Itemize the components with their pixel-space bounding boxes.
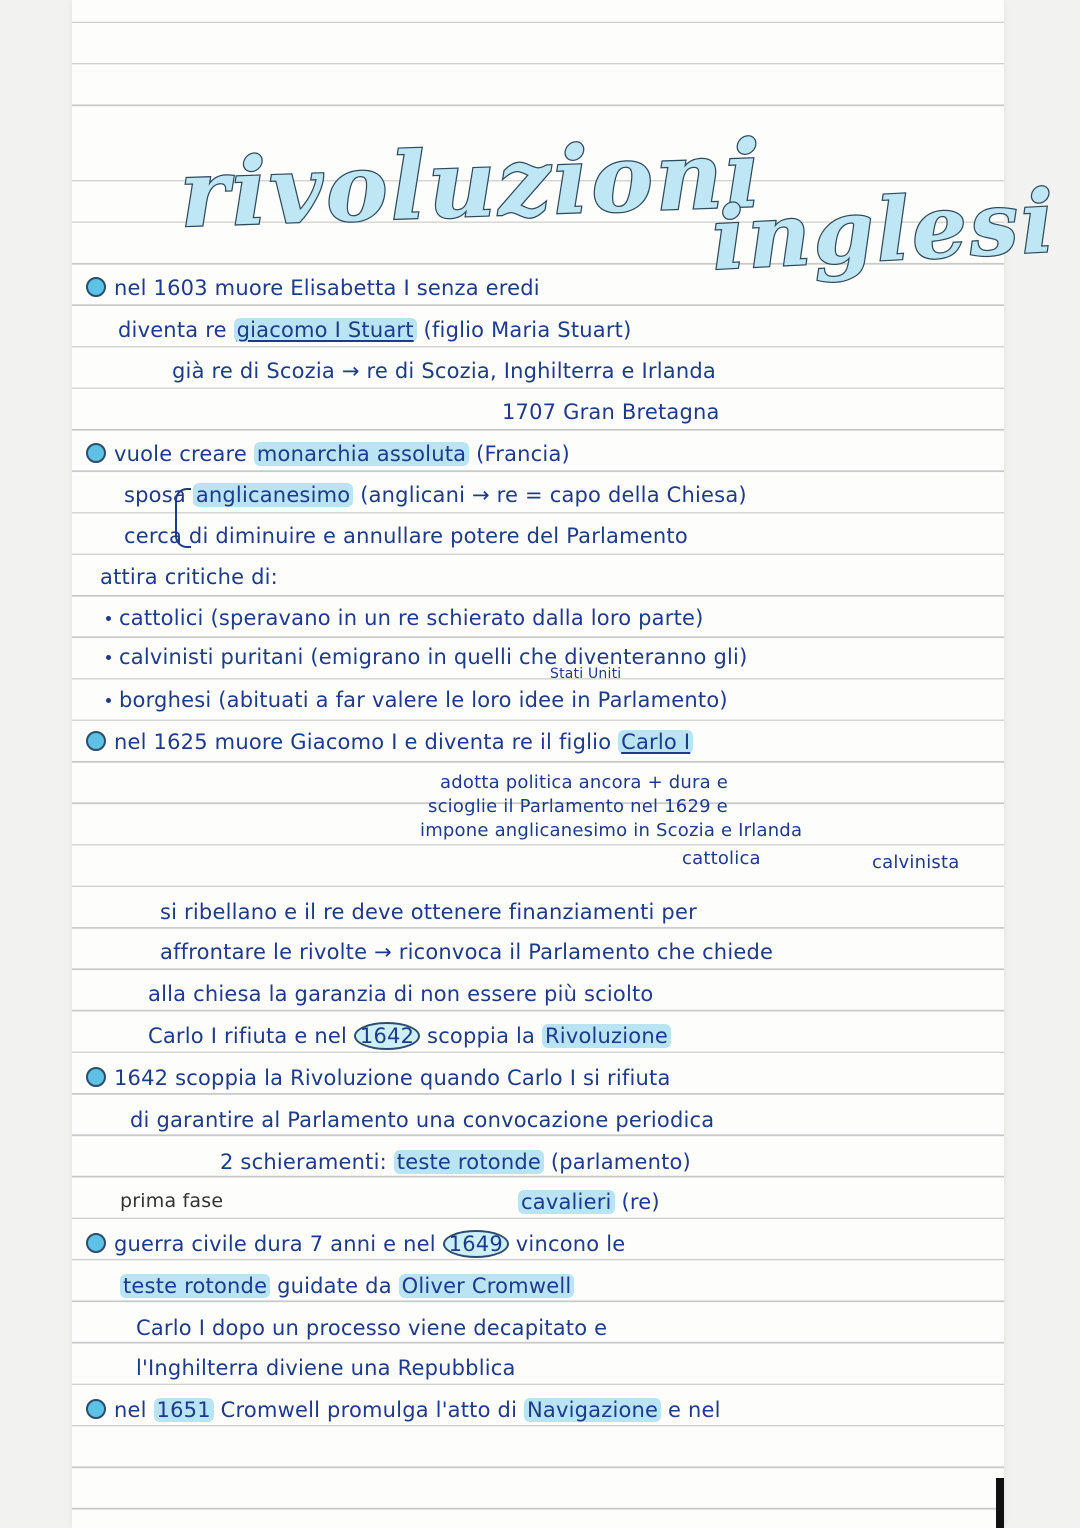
bullet-icon (86, 443, 106, 463)
note-line: nel 1625 muore Giacomo I e diventa re il figlio Carlo I (86, 730, 693, 754)
note-line: adotta politica ancora + dura e (440, 772, 729, 793)
dot-icon (106, 698, 111, 703)
note-line: diventa re giacomo I Stuart (figlio Maria Stuart) (118, 318, 632, 342)
note-line: borghesi (abituati a far valere le loro idee in Parlamento) (106, 688, 728, 712)
note-line: cavalieri (re) (518, 1190, 660, 1214)
note-line: calvinisti puritani (emigrano in quelli che diventeranno gli) (106, 645, 747, 669)
title-line-1: rivoluzioni (178, 119, 766, 249)
note-line: prima fase (120, 1190, 224, 1212)
dot-icon (106, 655, 111, 660)
note-line: impone anglicanesimo in Scozia e Irlanda (420, 820, 803, 841)
note-line: l'Inghilterra diviene una Repubblica (136, 1356, 516, 1380)
bullet-icon (86, 1399, 106, 1419)
note-line: nel 1603 muore Elisabetta I senza eredi (86, 276, 540, 300)
note-line: 2 schieramenti: teste rotonde (parlamento) (220, 1150, 691, 1174)
bullet-icon (86, 1233, 106, 1253)
note-line: 1642 scoppia la Rivoluzione quando Carlo I si rifiuta (86, 1066, 671, 1090)
note-line: vuole creare monarchia assoluta (Francia) (86, 442, 570, 466)
note-line: cerca di diminuire e annullare potere del Parlamento (124, 524, 688, 548)
note-line: guerra civile dura 7 anni e nel 1649 vincono le (86, 1232, 625, 1256)
note-line: 1707 Gran Bretagna (502, 400, 720, 424)
note-annotation: Stati Uniti (550, 666, 622, 682)
note-line: già re di Scozia → re di Scozia, Inghilterra e Irlanda (172, 359, 716, 383)
note-line: cattolica (682, 848, 761, 869)
note-line: affrontare le rivolte → riconvoca il Parlamento che chiede (160, 940, 774, 964)
notebook-page (72, 0, 1060, 1528)
page-edge-mark (996, 1478, 1004, 1528)
note-line: Carlo I dopo un processo viene decapitato e (136, 1316, 608, 1340)
note-line: calvinista (872, 852, 960, 873)
bullet-icon (86, 1067, 106, 1087)
bullet-icon (86, 277, 106, 297)
note-line: alla chiesa la garanzia di non essere più sciolto (148, 982, 654, 1006)
dot-icon (106, 616, 111, 621)
note-line: teste rotonde guidate da Oliver Cromwell (120, 1274, 574, 1298)
note-line: scioglie il Parlamento nel 1629 e (428, 796, 728, 817)
note-line: si ribellano e il re deve ottenere finanziamenti per (160, 900, 697, 924)
note-line: Carlo I rifiuta e nel 1642 scoppia la Rivoluzione (148, 1024, 671, 1048)
title-line-2: inglesi (709, 171, 1060, 290)
bullet-icon (86, 731, 106, 751)
note-line: nel 1651 Cromwell promulga l'atto di Navigazione e nel (86, 1398, 721, 1422)
note-line: attira critiche di: (100, 565, 278, 589)
note-line: sposa anglicanesimo (anglicani → re = capo della Chiesa) (124, 483, 747, 507)
note-line: di garantire al Parlamento una convocazione periodica (130, 1108, 715, 1132)
note-line: cattolici (speravano in un re schierato dalla loro parte) (106, 606, 704, 630)
